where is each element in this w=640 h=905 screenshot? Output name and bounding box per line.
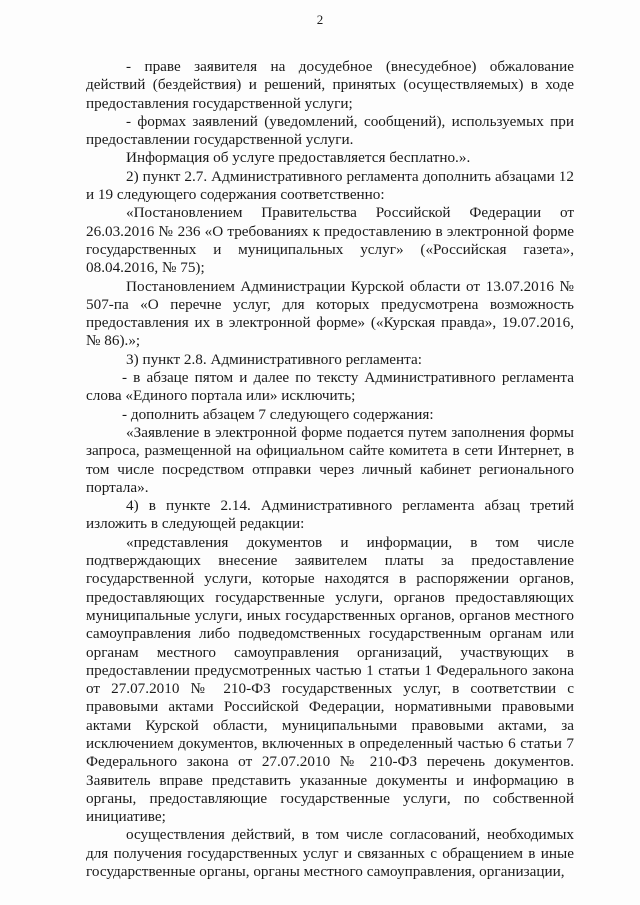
- paragraph-point-2-7: 2) пункт 2.7. Административного регламента дополнить абзацами 12 и 19 следующего содержания соответственно:: [86, 167, 574, 204]
- paragraph-electronic-application: «Заявление в электронной форме подается путем заполнения формы запроса, размещенной на официальном сайте комитета в сети Интернет, в том числе посредством отправки через личный кабинет регионального портала».: [86, 423, 574, 496]
- paragraph-appeal-right: - праве заявителя на досудебное (внесудебное) обжалование действий (бездействия) и решений, принятых (осуществляемых) в ходе предоставления государственной услуги;: [86, 58, 574, 112]
- paragraph-add-abzac-7: - дополнить абзацем 7 следующего содержания:: [122, 405, 434, 423]
- paragraph-documents-provision: «представления документов и информации, в том числе подтверждающих внесение заявителем платы за предоставление государственной услуги, которые находятся в распоряжении органов, предоставляющих государственные услуги, органов предоставляющих муниципальные услуги, иных государственных органов, органов местного самоуправления либо подведомственных государственным органам или органам местного самоуправления организаций, участвующих в предоставлении предусмотренных частью 1 статьи 1 Федерального закона от 27.07.2010 № 210-ФЗ государственных услуг, в соответствии с правовыми актами Российской Федерации, нормативными правовыми актами Курской области, муниципальными правовыми актами, за исключением документов, включенных в определенный частью 6 статьи 7 Федерального закона от 27.07.2010 № 210-ФЗ перечень документов. Заявитель вправе представить указанные документы и информацию в органы, предоставляющие государственные услуги, по собственной инициативе;: [86, 533, 574, 826]
- paragraph-actions: осуществления действий, в том числе согласований, необходимых для получения государственных услуг и связанных с обращением в иные государственные органы, органы местного самоуправления, организации,: [86, 826, 574, 881]
- paragraph-government-decree: «Постановлением Правительства Российской Федерации от 26.03.2016 № 236 «О требованиях к предоставлению в электронной форме государственных и муниципальных услуг» («Российская газета», 08.04.2016, № 75);: [86, 204, 574, 277]
- paragraph-point-2-14: 4) в пункте 2.14. Административного регламента абзац третий изложить в следующей редакции:: [86, 497, 574, 533]
- paragraph-point-2-8: 3) пункт 2.8. Административного регламента:: [126, 350, 422, 368]
- paragraph-application-forms: - формах заявлений (уведомлений, сообщений), используемых при предоставлении государственной услуги.: [86, 112, 574, 149]
- page-number: 2: [316, 12, 324, 27]
- paragraph-kursk-decree: Постановлением Администрации Курской области от 13.07.2016 № 507-па «О перечне услуг, для которых предусмотрена возможность предоставления их в электронной форме» («Курская правда», 19.07.2016, № 86).»;: [86, 277, 574, 350]
- paragraph-free-info: Информация об услуге предоставляется бесплатно.».: [126, 149, 471, 167]
- paragraph-remove-words: - в абзаце пятом и далее по тексту Административного регламента слова «Единого портала или» исключить;: [86, 369, 574, 405]
- document-body: [86, 58, 574, 881]
